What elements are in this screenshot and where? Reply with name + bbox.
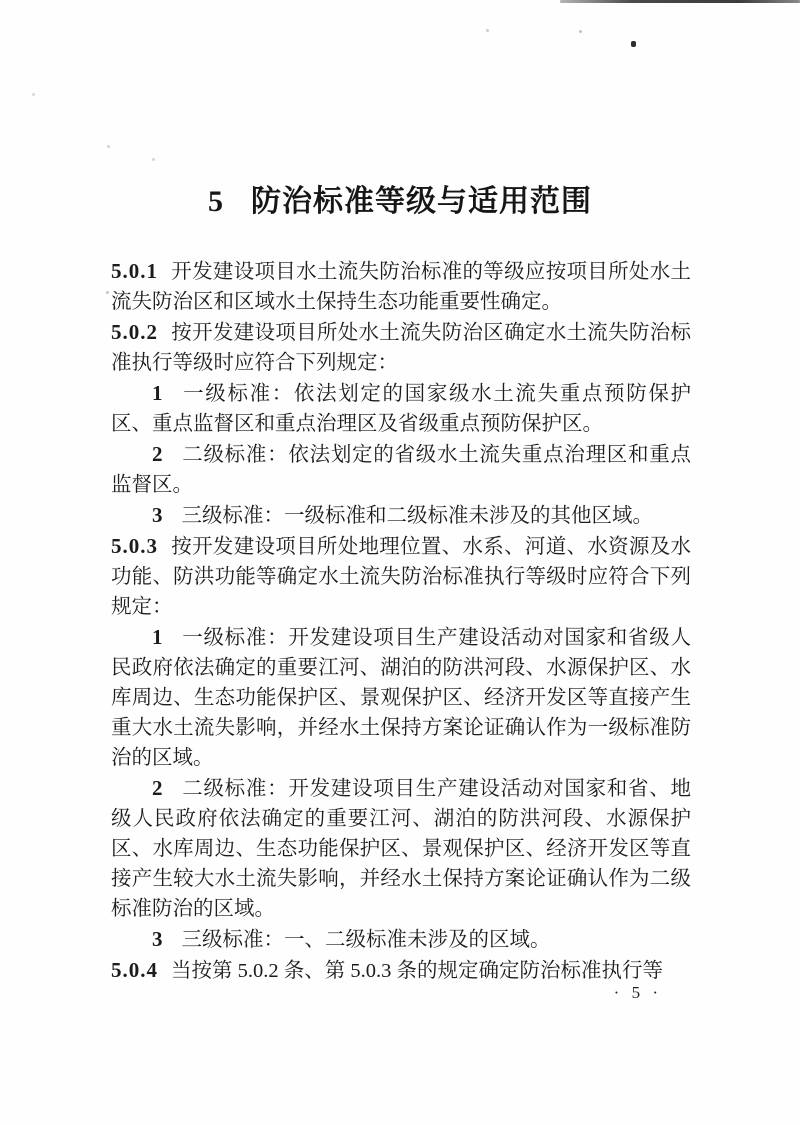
page-body	[111, 256, 691, 986]
item-number: 1	[152, 381, 163, 405]
item-text: 三级标准：一级标准和二级标准未涉及的其他区域。	[181, 505, 653, 527]
chapter-title: 防治标准等级与适用范围	[251, 185, 592, 219]
item-text: 二级标准：开发建设项目生产建设活动对国家和省、地级人民政府依法确定的重要江河、湖泊的防洪河段、水源保护区、水库周边、生态功能保护区、景观保护区、经济开发区等直接产生较大水土流失影响，并经水土保持方案论证确认作为二级标准防治的区域。	[111, 778, 691, 920]
ink-speck	[631, 41, 636, 47]
item-number: 1	[152, 625, 163, 649]
item-text: 一级标准：开发建设项目生产建设活动对国家和省级人民政府依法确定的重要江河、湖泊的防洪河段、水源保护区、水库周边、生态功能保护区、景观保护区、经济开发区等直接产生重大水土流失影响，并经水土保持方案论证确认作为一级标准防治的区域。	[111, 627, 691, 769]
item-number: 2	[152, 442, 163, 466]
clause-5-0-2-item-2	[111, 439, 691, 500]
scan-edge-artifact	[560, 0, 800, 3]
clause-5-0-4	[111, 955, 691, 986]
ink-speck	[106, 291, 109, 294]
item-text: 一级标准：依法划定的国家级水土流失重点预防保护区、重点监督区和重点治理区及省级重点预防保护区。	[111, 383, 691, 435]
page-number: · 5 ·	[613, 983, 662, 1002]
item-number: 3	[152, 503, 163, 527]
clause-number: 5.0.2	[111, 320, 158, 344]
clause-text: 按开发建设项目所处地理位置、水系、河道、水资源及水功能、防洪功能等确定水土流失防治标准执行等级时应符合下列规定：	[111, 536, 691, 618]
chapter-heading	[0, 182, 800, 222]
item-number: 2	[152, 776, 163, 800]
ink-speck	[579, 30, 582, 33]
item-number: 3	[152, 927, 163, 951]
clause-5-0-3-item-3	[111, 924, 691, 955]
item-text: 二级标准：依法划定的省级水土流失重点治理区和重点监督区。	[111, 444, 691, 496]
clause-text: 按开发建设项目所处水土流失防治区确定水土流失防治标准执行等级时应符合下列规定：	[111, 322, 691, 374]
clause-number: 5.0.4	[111, 958, 158, 982]
ink-speck	[152, 158, 155, 161]
ink-speck	[32, 93, 35, 96]
clause-5-0-3	[111, 531, 691, 622]
clause-5-0-3-item-1	[111, 622, 691, 773]
clause-number: 5.0.3	[111, 534, 158, 558]
clause-5-0-2-item-1	[111, 378, 691, 439]
ink-speck	[107, 145, 110, 148]
clause-text: 开发建设项目水土流失防治标准的等级应按项目所处水土流失防治区和区域水土保持生态功能重要性确定。	[111, 261, 691, 313]
clause-5-0-2-item-3	[111, 500, 691, 531]
clause-5-0-2	[111, 317, 691, 378]
clause-number: 5.0.1	[111, 259, 158, 283]
clause-5-0-3-item-2	[111, 773, 691, 924]
clause-5-0-1	[111, 256, 691, 317]
ink-speck	[486, 29, 489, 32]
item-text: 三级标准：一、二级标准未涉及的区域。	[181, 929, 551, 951]
chapter-number: 5	[208, 185, 224, 219]
clause-text: 当按第 5.0.2 条、第 5.0.3 条的规定确定防治标准执行等	[171, 960, 663, 982]
